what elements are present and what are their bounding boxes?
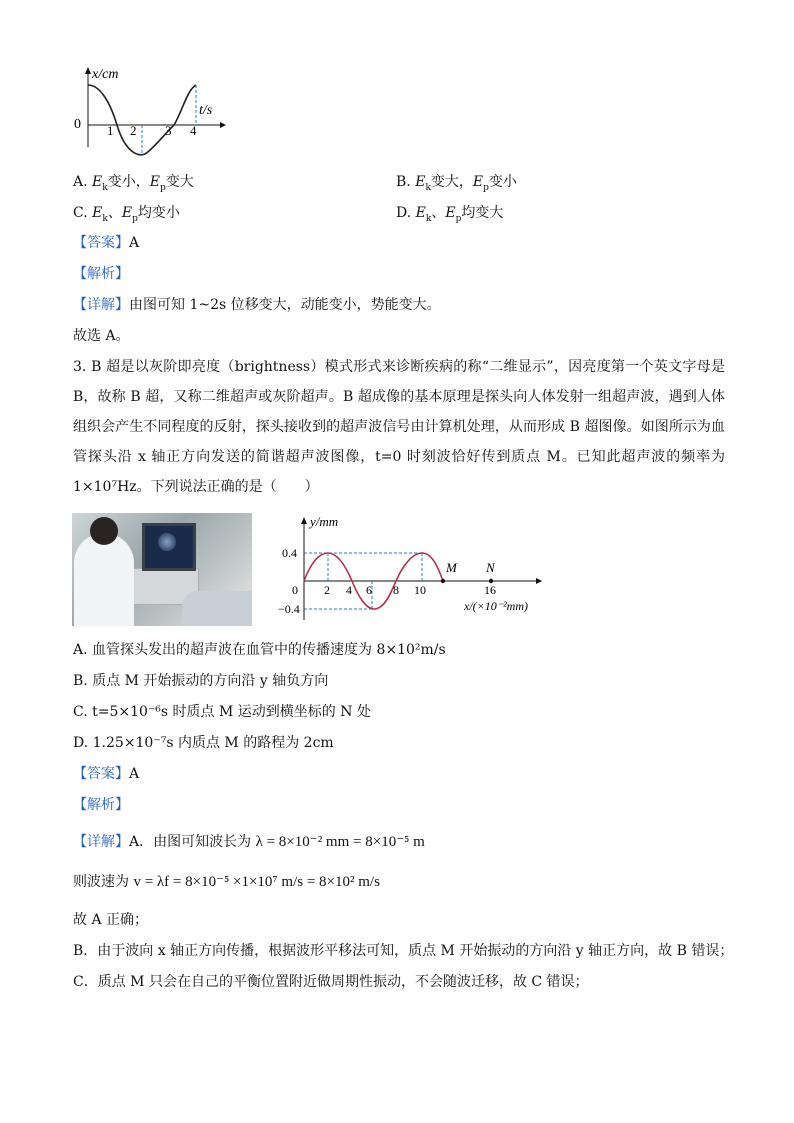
speed-equation: v = λf = 8×10⁻⁵ ×1×10⁷ m/s = 8×10² m/s: [133, 874, 380, 890]
q2-option-d: D. $E_k$、$E_p$均变大: [396, 205, 504, 224]
xt-graph: [70, 62, 230, 162]
q3-speed-intro: 则波速为: [73, 874, 129, 890]
ultrasound-exam-photo: [72, 513, 252, 626]
q3-stem: 3. B 超是以灰阶即亮度（brightness）模式形式来诊断疾病的称“二维显示”，因亮度第一个英文字母是 B，故称 B 超，又称二维超声或灰阶超声。B 超成像的基本原理是探头向人体发射一组超声波，遇到人体组织会产生不同程度的反射，探头接收到的超声波信号由计算机处理，从而形成 B 超图像。如图所示为血管探头沿 x 轴正方向发送的简谐超声波图像，t=0 时刻波恰好传到质点 M。已知此超声波的频率为 1×10⁷Hz。下列说法正确的是（ ）: [73, 359, 725, 495]
q2-analysis-label: 【解析】: [73, 266, 129, 282]
wave-y-pos: 0.4: [282, 546, 297, 560]
q2-option-c: C. $E_k$、$E_p$均变小: [73, 205, 180, 224]
q3-option-d: D. 1.25×10⁻⁷s 内质点 M 的路程为 2cm: [73, 735, 334, 751]
q3-answer: [73, 764, 139, 784]
q2-option-a: A. $E_k$变小，$E_p$变大: [73, 174, 194, 193]
wave-x-arrow: [536, 578, 542, 584]
xt-ylabel: x/cm: [92, 67, 119, 82]
wave-label-m: M: [446, 560, 457, 575]
xt-xlabel: t/s: [199, 103, 213, 118]
xt-origin: 0: [74, 117, 81, 132]
patient-figure: [182, 591, 252, 626]
q3-option-c: C. t=5×10⁻⁶s 时质点 M 运动到横坐标的 N 处: [73, 704, 371, 720]
q2-detail-text: 由图可知 1~2s 位移变大，动能变小，势能变大。: [129, 297, 441, 313]
wave-label-n: N: [486, 560, 495, 575]
xt-x-arrow: [85, 67, 91, 74]
xt-tick-3: 3: [165, 123, 172, 138]
q3-option-a: A. 血管探头发出的超声波在血管中的传播速度为 8×10²m/s: [73, 642, 446, 658]
wave-tick-8: 8: [393, 583, 399, 597]
doctor-head: [90, 517, 118, 545]
q2-detail-label: 【详解】: [73, 297, 129, 313]
q3-speed: [73, 872, 380, 892]
q2-conclusion: 故选 A。: [73, 328, 130, 344]
xt-tick-2: 2: [130, 123, 137, 138]
q3-option-b: B. 质点 M 开始振动的方向沿 y 轴负方向: [73, 673, 329, 689]
q2-answer: [73, 233, 139, 253]
ultrasound-scan-image: [158, 533, 176, 551]
wave-tick-2: 2: [324, 583, 330, 597]
xt-tick-4: 4: [190, 123, 197, 138]
q3-answer-value: A: [129, 766, 140, 782]
q2-detail: [73, 295, 441, 315]
wave-tick-10: 10: [414, 583, 426, 597]
xt-t-arrow: [220, 122, 226, 128]
wave-origin: 0: [292, 583, 298, 597]
q3-b-explain: B．由于波向 x 轴正方向传播，根据波形平移法可知，质点 M 开始振动的方向沿 y 轴正方向，故 B 错误；: [73, 943, 734, 959]
wave-y-neg: −0.4: [278, 602, 300, 616]
wavelength-equation: λ = 8×10⁻² mm = 8×10⁻⁵ m: [255, 834, 425, 850]
q3-c-explain: C．质点 M 只会在自己的平衡位置附近做周期性振动，不会随波迁移，故 C 错误；: [73, 974, 589, 990]
q2-answer-value: A: [129, 235, 140, 251]
doctor-figure: [74, 533, 134, 626]
wave-ylabel: y/mm: [310, 514, 339, 529]
wave-xlabel: x/(×10⁻²mm): [464, 599, 529, 613]
q3-detail-a-text: A．由图可知波长为: [129, 834, 252, 850]
wave-tick-16: 16: [484, 583, 496, 597]
wave-graph: [278, 512, 548, 622]
wave-y-arrow: [301, 517, 307, 524]
q3-detail-a: [73, 832, 425, 852]
q3-answer-label: 【答案】: [73, 766, 129, 782]
wave-tick-6: 6: [366, 583, 372, 597]
wave-point-m: [441, 579, 445, 583]
q3-analysis-label: 【解析】: [73, 797, 129, 813]
q3-a-correct: 故 A 正确；: [73, 912, 149, 928]
xt-tick-1: 1: [107, 123, 114, 138]
wave-tick-4: 4: [346, 583, 352, 597]
q3-detail-label: 【详解】: [73, 834, 129, 850]
q2-option-b: B. $E_k$变大，$E_p$变小: [396, 174, 517, 193]
q2-answer-label: 【答案】: [73, 235, 129, 251]
xt-curve: [88, 85, 196, 155]
